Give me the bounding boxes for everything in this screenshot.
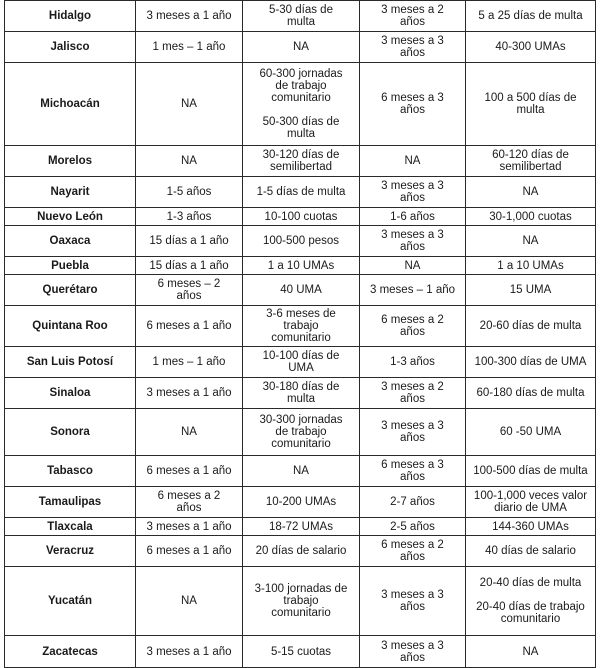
penalty-cell-col5: 20-60 días de multa	[466, 306, 596, 347]
state-cell: Nuevo León	[5, 208, 136, 226]
table-row	[5, 536, 596, 567]
penalty-cell-col2: 3 meses a 1 año	[136, 1, 243, 32]
penalty-cell-col2: NA	[136, 409, 243, 456]
penalty-cell-col4: 3 meses a 3 años	[360, 636, 466, 668]
penalty-cell-col4: 3 meses – 1 año	[360, 275, 466, 306]
penalty-cell-col3: 1 a 10 UMAs	[243, 257, 360, 275]
penalty-cell-col2: 3 meses a 1 año	[136, 518, 243, 536]
table-row	[5, 306, 596, 347]
penalty-cell-col5: 5 a 25 días de multa	[466, 1, 596, 32]
penalty-cell-col4: 6 meses a 3 años	[360, 456, 466, 487]
table-row	[5, 487, 596, 518]
penalty-cell-col3: 100-500 pesos	[243, 226, 360, 257]
table-row	[5, 177, 596, 208]
penalty-cell-col3: 3-6 meses de trabajo comunitario	[243, 306, 360, 347]
penalty-cell-col3: NA	[243, 32, 360, 63]
state-cell: Tamaulipas	[5, 487, 136, 518]
table-row	[5, 378, 596, 409]
table-row	[5, 567, 596, 636]
penalty-cell-col2: 1-3 años	[136, 208, 243, 226]
state-cell: Jalisco	[5, 32, 136, 63]
penalties-table	[4, 0, 596, 668]
penalty-cell-col5: 144-360 UMAs	[466, 518, 596, 536]
state-cell: Oaxaca	[5, 226, 136, 257]
penalty-cell-col2: NA	[136, 146, 243, 177]
penalty-cell-col4: 3 meses a 3 años	[360, 177, 466, 208]
penalty-cell-col2: 6 meses – 2 años	[136, 275, 243, 306]
penalty-cell-col5: NA	[466, 177, 596, 208]
penalty-cell-col4: 6 meses a 3 años	[360, 63, 466, 146]
penalty-cell-col4: 3 meses a 2 años	[360, 1, 466, 32]
state-cell: Hidalgo	[5, 1, 136, 32]
penalty-cell-col5: 100-500 días de multa	[466, 456, 596, 487]
penalty-cell-col2: 1-5 años	[136, 177, 243, 208]
state-cell: Puebla	[5, 257, 136, 275]
penalties-table-page	[4, 0, 595, 664]
state-cell: Tlaxcala	[5, 518, 136, 536]
penalty-cell-col4: 3 meses a 3 años	[360, 567, 466, 636]
penalty-cell-col4: 2-7 años	[360, 487, 466, 518]
penalty-cell-col5: 100-1,000 veces valor diario de UMA	[466, 487, 596, 518]
penalty-cell-col2: 6 meses a 2 años	[136, 487, 243, 518]
penalty-cell-col2: NA	[136, 567, 243, 636]
table-row	[5, 1, 596, 32]
state-cell: Michoacán	[5, 63, 136, 146]
penalty-cell-col5: 60-120 días de semilibertad	[466, 146, 596, 177]
penalty-cell-col3: NA	[243, 456, 360, 487]
penalty-cell-col3: 18-72 UMAs	[243, 518, 360, 536]
penalty-cell-col4: 6 meses a 2 años	[360, 536, 466, 567]
penalty-cell-col3: 30-120 días de semilibertad	[243, 146, 360, 177]
state-cell: Quintana Roo	[5, 306, 136, 347]
penalty-cell-col5: 40-300 UMAs	[466, 32, 596, 63]
penalty-cell-col5: 15 UMA	[466, 275, 596, 306]
table-row	[5, 208, 596, 226]
penalty-cell-col4: 3 meses a 3 años	[360, 226, 466, 257]
penalty-cell-col2: 1 mes – 1 año	[136, 32, 243, 63]
state-cell: Querétaro	[5, 275, 136, 306]
penalty-cell-col3: 10-200 UMAs	[243, 487, 360, 518]
table-row	[5, 518, 596, 536]
penalty-cell-col2: 3 meses a 1 año	[136, 378, 243, 409]
penalty-cell-col2: 6 meses a 1 año	[136, 456, 243, 487]
penalty-cell-col2: 6 meses a 1 año	[136, 306, 243, 347]
state-cell: Sonora	[5, 409, 136, 456]
table-row	[5, 636, 596, 668]
penalty-cell-col4: 1-6 años	[360, 208, 466, 226]
penalty-cell-col5: 60 -50 UMA	[466, 409, 596, 456]
penalty-cell-col5: 100-300 días de UMA	[466, 347, 596, 378]
penalty-cell-col4: 6 meses a 2 años	[360, 306, 466, 347]
penalty-cell-col5: NA	[466, 226, 596, 257]
penalty-cell-col5: 30-1,000 cuotas	[466, 208, 596, 226]
state-cell: Yucatán	[5, 567, 136, 636]
penalty-cell-col3: 10-100 días de UMA	[243, 347, 360, 378]
table-row	[5, 456, 596, 487]
penalty-cell-col4: 2-5 años	[360, 518, 466, 536]
state-cell: Tabasco	[5, 456, 136, 487]
penalty-cell-col3: 5-15 cuotas	[243, 636, 360, 668]
penalty-cell-col3: 1-5 días de multa	[243, 177, 360, 208]
penalty-cell-col4: 3 meses a 3 años	[360, 32, 466, 63]
penalty-cell-col2: NA	[136, 63, 243, 146]
penalty-cell-col3: 10-100 cuotas	[243, 208, 360, 226]
penalty-cell-col2: 3 meses a 1 año	[136, 636, 243, 668]
penalty-cell-col3: 30-300 jornadas de trabajo comunitario	[243, 409, 360, 456]
penalty-cell-col3: 5-30 días de multa	[243, 1, 360, 32]
penalty-cell-col4: 1-3 años	[360, 347, 466, 378]
table-row	[5, 63, 596, 146]
table-row	[5, 226, 596, 257]
penalty-cell-col5: 100 a 500 días de multa	[466, 63, 596, 146]
penalty-cell-col3: 30-180 días de multa	[243, 378, 360, 409]
state-cell: Zacatecas	[5, 636, 136, 668]
state-cell: Morelos	[5, 146, 136, 177]
penalty-cell-col3: 20 días de salario	[243, 536, 360, 567]
table-row	[5, 257, 596, 275]
penalty-cell-col2: 15 días a 1 año	[136, 257, 243, 275]
penalty-cell-col5: NA	[466, 636, 596, 668]
penalty-cell-col4: NA	[360, 257, 466, 275]
penalty-cell-col4: 3 meses a 2 años	[360, 378, 466, 409]
table-row	[5, 32, 596, 63]
penalty-cell-col5: 60-180 días de multa	[466, 378, 596, 409]
penalty-cell-col3: 3-100 jornadas de trabajo comunitario	[243, 567, 360, 636]
penalty-cell-col3: 40 UMA	[243, 275, 360, 306]
penalty-cell-col5: 20-40 días de multa 20-40 días de trabajo comunitario	[466, 567, 596, 636]
table-row	[5, 275, 596, 306]
penalty-cell-col2: 6 meses a 1 año	[136, 536, 243, 567]
penalty-cell-col2: 15 días a 1 año	[136, 226, 243, 257]
table-row	[5, 347, 596, 378]
penalty-cell-col4: NA	[360, 146, 466, 177]
state-cell: Nayarit	[5, 177, 136, 208]
state-cell: Veracruz	[5, 536, 136, 567]
penalty-cell-col5: 1 a 10 UMAs	[466, 257, 596, 275]
state-cell: Sinaloa	[5, 378, 136, 409]
table-row	[5, 146, 596, 177]
penalty-cell-col3: 60-300 jornadas de trabajo comunitario 50-300 días de multa	[243, 63, 360, 146]
state-cell: San Luis Potosí	[5, 347, 136, 378]
penalty-cell-col4: 3 meses a 3 años	[360, 409, 466, 456]
table-row	[5, 409, 596, 456]
penalty-cell-col5: 40 días de salario	[466, 536, 596, 567]
penalty-cell-col2: 1 mes – 1 año	[136, 347, 243, 378]
